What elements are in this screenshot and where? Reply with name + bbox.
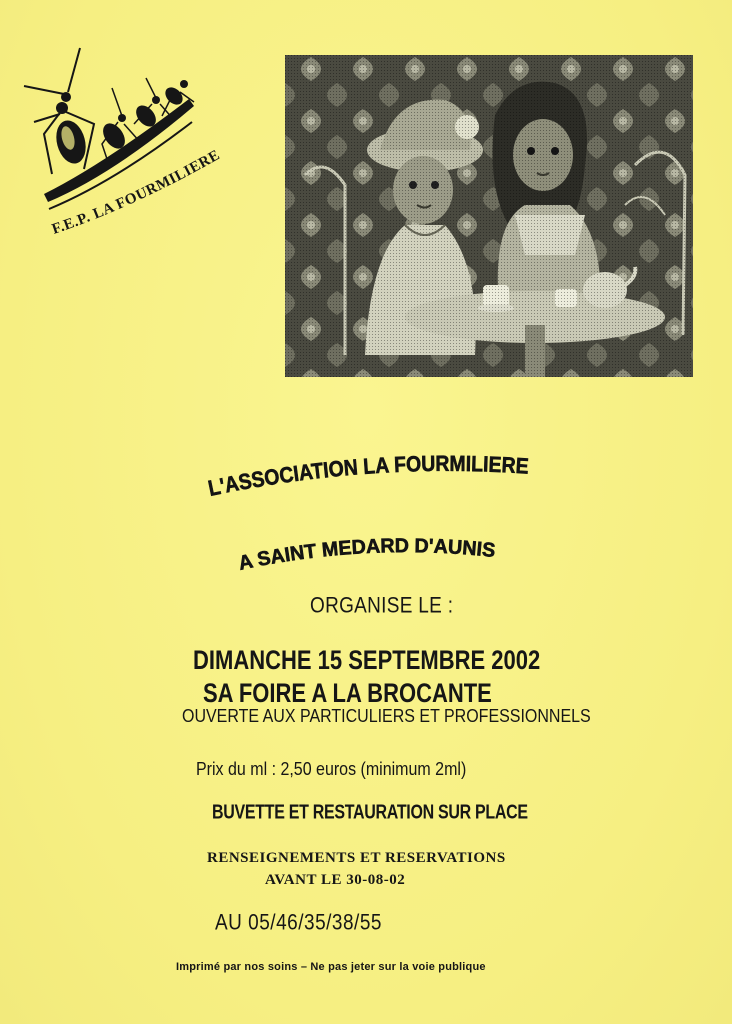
fourmiliere-logo <box>14 44 254 244</box>
logo-text <box>50 147 223 238</box>
logo-text-path: F.E.P. LA FOURMILIERE <box>50 147 223 238</box>
location-heading-text <box>237 535 497 575</box>
location-heading <box>0 520 732 580</box>
event-date: DIMANCHE 15 SEPTEMBRE 2002 <box>193 645 541 675</box>
association-heading-text <box>206 451 530 501</box>
info-text: RENSEIGNEMENTS ET RESERVATIONS <box>207 850 506 866</box>
dolls-tea-party-image <box>285 55 693 377</box>
organise-label: ORGANISE LE : <box>310 594 454 619</box>
dolls-photo <box>285 55 693 377</box>
association-heading <box>0 440 732 510</box>
buvette-text: BUVETTE ET RESTAURATION SUR PLACE <box>212 802 528 824</box>
footer-note: Imprimé par nos soins – Ne pas jeter sur la voie publique <box>176 961 486 973</box>
price-text: Prix du ml : 2,50 euros (minimum 2ml) <box>196 760 467 780</box>
open-to-text: OUVERTE AUX PARTICULIERS ET PROFESSIONNELS <box>182 707 591 727</box>
association-heading-path: L'ASSOCIATION LA FOURMILIERE <box>205 450 532 501</box>
location-heading-svg <box>0 520 732 580</box>
location-heading-path: A SAINT MEDARD D'AUNIS <box>236 535 497 575</box>
phone-number: AU 05/46/35/38/55 <box>215 911 382 936</box>
logo-text-layer <box>14 44 254 244</box>
deadline-text: AVANT LE 30-08-02 <box>265 872 406 888</box>
event-title: SA FOIRE A LA BROCANTE <box>203 678 492 708</box>
association-heading-svg <box>0 440 732 510</box>
